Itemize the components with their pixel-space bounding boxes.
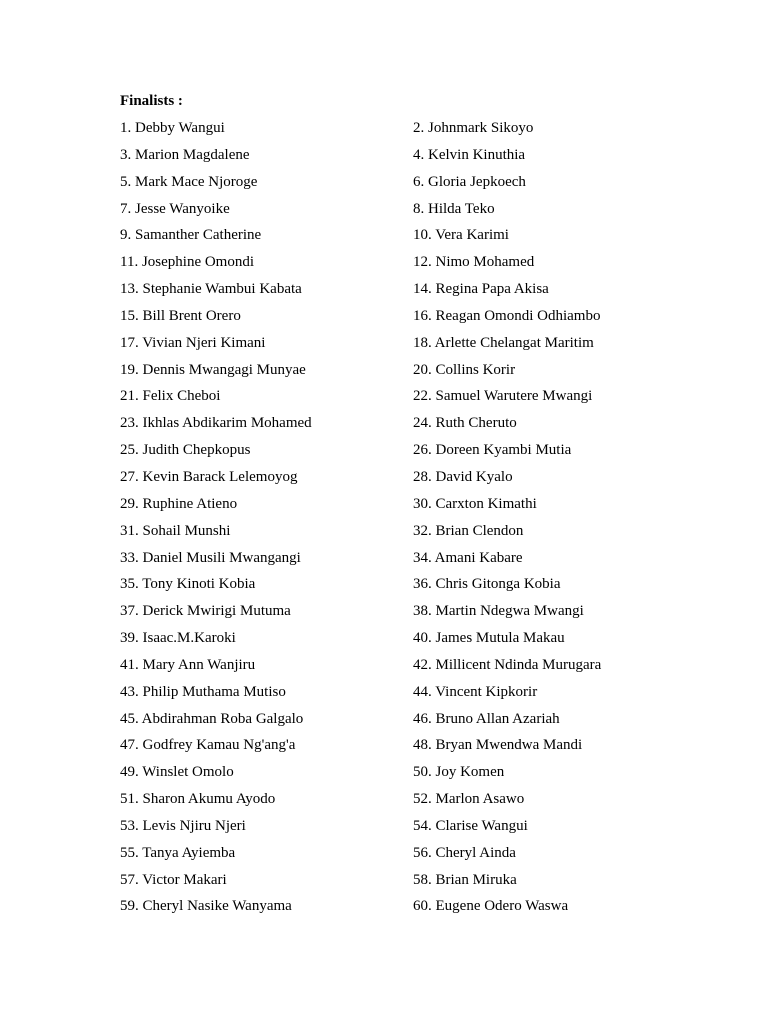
finalist-entry: 59. Cheryl Nasike Wanyama (120, 898, 292, 915)
finalist-entry: 12. Nimo Mohamed (413, 254, 535, 271)
finalist-entry: 49. Winslet Omolo (120, 764, 234, 781)
finalist-entry: 51. Sharon Akumu Ayodo (120, 791, 276, 808)
finalist-entry: 55. Tanya Ayiemba (120, 844, 236, 861)
finalist-entry: 11. Josephine Omondi (120, 254, 255, 271)
finalist-entry: 46. Bruno Allan Azariah (413, 710, 560, 727)
finalist-entry: 39. Isaac.M.Karoki (120, 630, 236, 647)
finalist-entry: 50. Joy Komen (413, 764, 505, 781)
finalists-list (120, 119, 680, 924)
finalist-entry: 42. Millicent Ndinda Murugara (413, 656, 602, 673)
finalist-entry: 21. Felix Cheboi (120, 388, 221, 405)
finalist-entry: 31. Sohail Munshi (120, 522, 231, 539)
finalist-entry: 3. Marion Magdalene (120, 146, 250, 163)
finalist-entry: 35. Tony Kinoti Kobia (120, 576, 256, 593)
finalist-entry: 52. Marlon Asawo (413, 791, 525, 808)
finalist-entry: 4. Kelvin Kinuthia (413, 146, 526, 163)
finalist-entry: 34. Amani Kabare (413, 549, 523, 566)
finalist-entry: 9. Samanther Catherine (120, 227, 262, 244)
finalist-entry: 10. Vera Karimi (413, 227, 509, 244)
finalist-entry: 56. Cheryl Ainda (413, 844, 516, 861)
finalist-entry: 53. Levis Njiru Njeri (120, 817, 246, 834)
finalist-entry: 22. Samuel Warutere Mwangi (413, 388, 593, 405)
finalist-entry: 48. Bryan Mwendwa Mandi (413, 737, 583, 754)
finalist-entry: 14. Regina Papa Akisa (413, 281, 549, 298)
finalist-entry: 2. Johnmark Sikoyo (413, 120, 534, 136)
finalist-entry: 6. Gloria Jepkoech (413, 173, 526, 190)
finalist-entry: 19. Dennis Mwangagi Munyae (120, 361, 306, 378)
finalist-entry: 37. Derick Mwirigi Mutuma (120, 603, 291, 620)
finalist-entry: 8. Hilda Teko (413, 200, 495, 217)
finalist-entry: 60. Eugene Odero Waswa (413, 898, 569, 915)
finalist-entry: 16. Reagan Omondi Odhiambo (413, 307, 601, 324)
finalist-entry: 41. Mary Ann Wanjiru (120, 656, 256, 673)
finalist-entry: 30. Carxton Kimathi (413, 495, 537, 512)
finalist-entry: 33. Daniel Musili Mwangangi (120, 549, 301, 566)
finalist-entry: 44. Vincent Kipkorir (413, 683, 538, 700)
finalist-entry: 24. Ruth Cheruto (413, 415, 517, 432)
finalist-entry: 13. Stephanie Wambui Kabata (120, 281, 302, 298)
finalist-entry: 58. Brian Miruka (413, 871, 517, 888)
finalist-entry: 5. Mark Mace Njoroge (120, 173, 258, 190)
finalist-entry: 28. David Kyalo (413, 468, 513, 485)
finalist-entry: 18. Arlette Chelangat Maritim (413, 334, 594, 351)
finalist-entry: 20. Collins Korir (413, 361, 516, 378)
finalist-entry: 43. Philip Muthama Mutiso (120, 683, 286, 700)
finalist-entry: 27. Kevin Barack Lelemoyog (120, 468, 298, 485)
finalist-entry: 54. Clarise Wangui (413, 817, 528, 834)
finalist-entry: 40. James Mutula Makau (413, 630, 565, 647)
finalist-entry: 1. Debby Wangui (120, 120, 225, 136)
finalist-entry: 15. Bill Brent Orero (120, 307, 241, 324)
finalist-entry: 32. Brian Clendon (413, 522, 524, 539)
finalist-entry: 45. Abdirahman Roba Galgalo (120, 710, 304, 727)
finalist-entry: 7. Jesse Wanyoike (120, 200, 230, 217)
finalist-entry: 36. Chris Gitonga Kobia (413, 576, 561, 593)
finalist-entry: 57. Victor Makari (120, 871, 227, 888)
finalist-entry: 17. Vivian Njeri Kimani (120, 334, 266, 351)
finalist-entry: 29. Ruphine Atieno (120, 495, 238, 512)
finalist-entry: 47. Godfrey Kamau Ng'ang'a (120, 737, 296, 754)
finalist-entry: 23. Ikhlas Abdikarim Mohamed (120, 415, 312, 432)
finalist-entry: 26. Doreen Kyambi Mutia (413, 442, 572, 459)
finalists-heading: Finalists : (120, 93, 183, 109)
finalist-entry: 38. Martin Ndegwa Mwangi (413, 603, 584, 620)
finalist-entry: 25. Judith Chepkopus (120, 442, 251, 459)
